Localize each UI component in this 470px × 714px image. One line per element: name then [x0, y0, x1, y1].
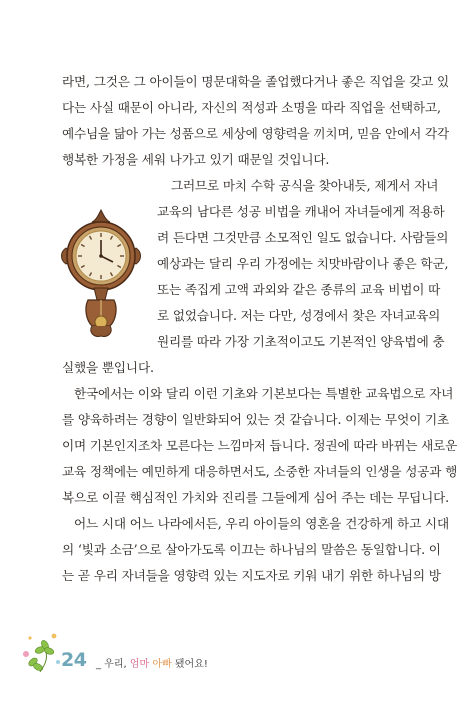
- page-footer: [18, 626, 278, 676]
- body-line: 라면, 그것은 그 아이들이 명문대학을 졸업했다거나 좋은 직업을 갖고 있: [62, 74, 449, 89]
- title-accent-mom: 엄마: [129, 659, 150, 670]
- body-line: 다는 사실 때문이 아니라, 자신의 적성과 소명을 따라 직업을 선택하고,: [62, 100, 441, 115]
- body-line: 교육 정책에는 예민하게 대응하면서도, 소중한 자녀들의 인생을 성공과 행: [62, 464, 458, 479]
- body-line: 교육의 남다른 성공 비법을 캐내어 자녀들에게 적용하: [157, 204, 445, 219]
- body-line: 복으로 이끌 핵심적인 가치와 진리를 그들에게 심어 주는 데는 무딥니다.: [62, 490, 449, 505]
- body-line: 또는 족집게 고액 과외와 같은 종류의 교육 비법이 따: [157, 282, 441, 297]
- title-suffix: 됐어요!: [171, 659, 208, 670]
- body-line: 는 곧 우리 자녀들을 영향력 있는 지도자로 키워 내기 위한 하나님의 방: [62, 568, 441, 583]
- body-line: 예수님을 닮아 가는 성품으로 세상에 영향력을 끼치며, 믿음 안에서 각각: [62, 126, 449, 141]
- body-line: 원리를 따라 가장 기초적이고도 기본적인 양육법에 충: [157, 334, 445, 349]
- body-line: 한국에서는 이와 달리 이런 기초와 기본보다는 특별한 교육법으로 자녀: [74, 386, 454, 401]
- body-line: 려 든다면 그것만큼 소모적인 일도 없습니다. 사람들의: [157, 230, 449, 245]
- body-line: 실했을 뿐입니다.: [62, 360, 154, 375]
- body-line: 의 ‘빛과 소금’으로 살아가도록 이끄는 하나님의 말씀은 동일합니다. 이: [62, 542, 441, 557]
- title-prefix: _ 우리,: [96, 659, 130, 670]
- body-line: 로 없었습니다. 저는 다만, 성경에서 찾은 자녀교육의: [157, 308, 441, 323]
- body-line: 어느 시대 어느 나라에서든, 우리 아이들의 영혼을 건강하게 하고 시대: [74, 516, 449, 531]
- body-line: 를 양육하려는 경향이 일반화되어 있는 것 같습니다. 이제는 무엇이 기초: [62, 412, 449, 427]
- title-accent-dad: 아빠: [152, 659, 172, 670]
- body-line: 이며 기본인지조차 모른다는 느낌마저 듭니다. 정권에 따라 바뀌는 새로운: [62, 438, 458, 453]
- body-line: 예상과는 달리 우리 가정에는 치맛바람이나 좋은 학군,: [157, 256, 449, 271]
- body-line: 행복한 가정을 세워 나가고 있기 때문일 것입니다.: [62, 152, 330, 167]
- page-number: 24: [61, 649, 87, 671]
- body-line: 그러므로 마치 수학 공식을 찾아내듯, 제게서 자녀: [171, 178, 439, 193]
- pendulum-clock-illustration: [58, 208, 144, 343]
- book-title: [96, 655, 208, 670]
